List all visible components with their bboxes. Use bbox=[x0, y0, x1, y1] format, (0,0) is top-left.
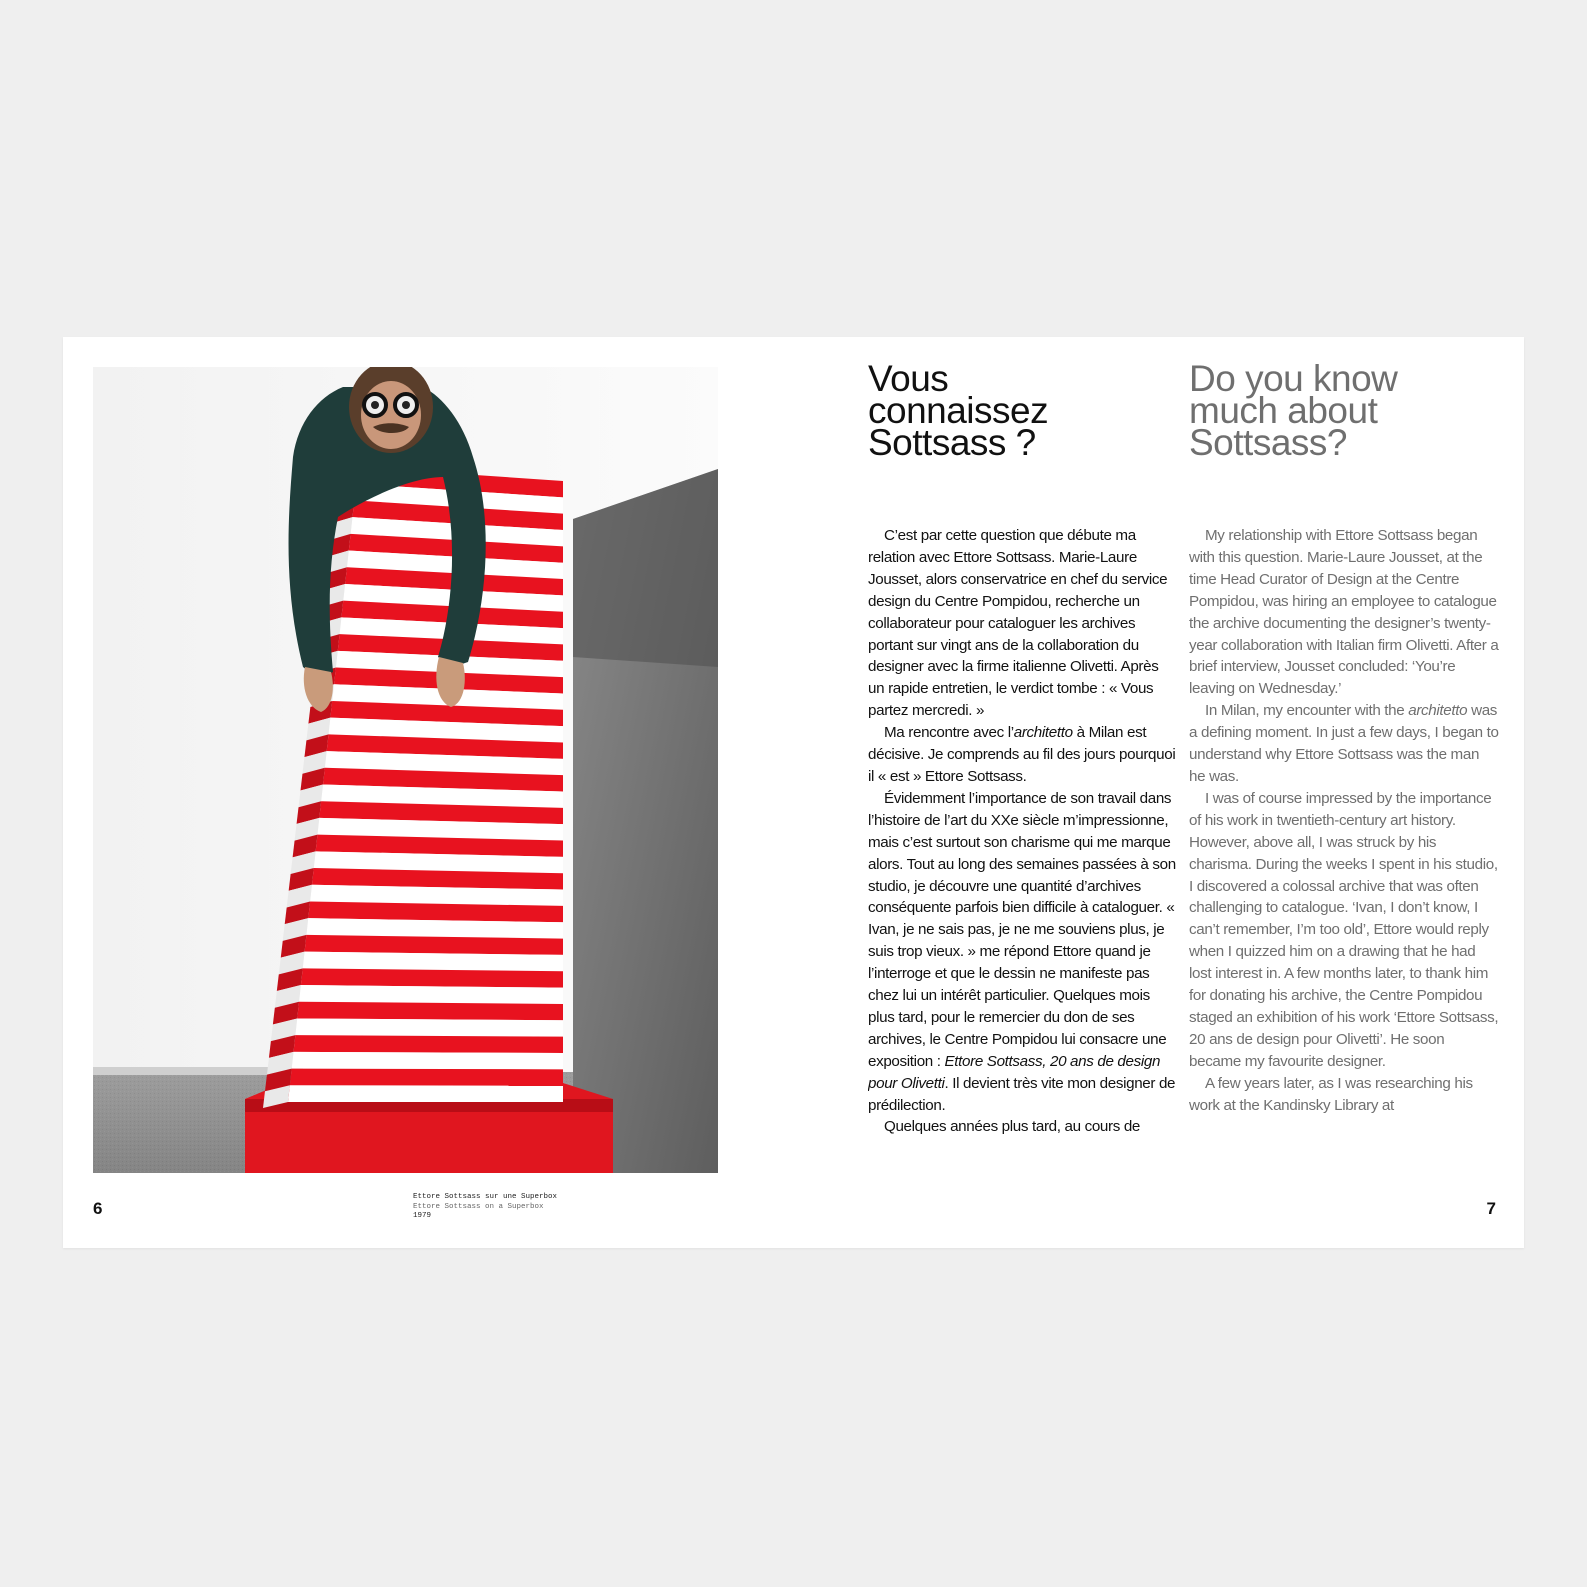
paragraph: C’est par cette question que débute ma relation avec Ettore Sottsass. Marie-Laure Jousset, alors conservatrice en chef du service design du Centre Pompidou, recherche un collaborateur pour cataloguer les archives portant sur vingt ans de la collaboration du designer avec la firme italienne Olivetti. Après un rapide entretien, le verdict tombe : « Vous partez mercredi. » bbox=[868, 527, 1168, 720]
title-english bbox=[1189, 358, 1398, 463]
paragraph: Évidemment l’importance de son travail dans l’histoire de l’art du XXe siècle m’impressionne, mais c’est surtout son charisme qui me marque alors. Tout au long des semaines passées à son studio, je découvre une quantité d’archives conséquente parfois bien difficile à cataloguer. « Ivan, je ne sais pas, je ne me souviens plus, je suis trop vieux. » me répond Ettore quand je l’interroge et que le dessin ne manifeste pas chez lui un intérêt particulier. Quelques mois plus tard, pour le remercier du don de ses archives, le Centre Pompidou lui consacre une exposition : Ettore Sottsass, 20 ans de design pour Olivetti. Il devient très vite mon designer de prédilection. bbox=[868, 789, 1176, 1114]
paragraph: I was of course impressed by the importance of his work in twentieth-century art history. However, above all, I was struck by his charisma. During the weeks I spent in his studio, I discovered a colossal archive that was often challenging to catalogue. ‘Ivan, I don’t know, I can’t remember, I’m too old’, Ettore would reply when I quizzed him on a drawing that he had lost interest in. A few months later, to thank him for donating his archive, the Centre Pompidou staged an exhibition of his work ‘Ettore Sottsass, 20 ans de design pour Olivetti’. He soon became my favourite designer. bbox=[1189, 789, 1499, 1070]
caption-year: 1979 bbox=[413, 1212, 432, 1220]
title-french-line: Sottsass ? bbox=[868, 422, 1036, 463]
title-french bbox=[868, 358, 1049, 463]
paragraph: In Milan, my encounter with the architetto was a defining moment. In just a few days, I began to understand why Ettore Sottsass was the man he was. bbox=[1189, 702, 1499, 785]
photo-caption bbox=[413, 1193, 557, 1222]
body-text-french bbox=[868, 525, 1178, 1179]
page-number-right: 7 bbox=[1486, 1199, 1496, 1218]
body-text-english bbox=[1189, 525, 1499, 1179]
title-english-line: much about bbox=[1189, 390, 1378, 431]
title-french-line: Vous bbox=[868, 358, 949, 399]
paragraph: My relationship with Ettore Sottsass began with this question. Marie-Laure Jousset, at the time Head Curator of Design at the Centre Pompidou, was hiring an employee to catalogue the archive documenting the designer’s twenty-year collaboration with Italian firm Olivetti. After a brief interview, Jousset concluded: ‘You’re leaving on Wednesday.’ bbox=[1189, 527, 1499, 698]
page-number-left: 6 bbox=[93, 1199, 103, 1218]
sottsass-superbox-photo bbox=[93, 367, 718, 1173]
paragraph: Quelques années plus tard, au cours de bbox=[884, 1118, 1141, 1136]
book-spread bbox=[63, 337, 1524, 1248]
title-english-line: Sottsass? bbox=[1189, 422, 1347, 463]
paragraph: Ma rencontre avec l’architetto à Milan est décisive. Je comprends au fil des jours pourquoi il « est » Ettore Sottsass. bbox=[868, 724, 1176, 785]
caption-english: Ettore Sottsass on a Superbox bbox=[413, 1202, 544, 1211]
title-french-line: connaissez bbox=[868, 390, 1049, 431]
paragraph: A few years later, as I was researching his work at the Kandinsky Library at bbox=[1189, 1074, 1473, 1114]
caption-french: Ettore Sottsass sur une Superbox bbox=[413, 1193, 558, 1201]
title-english-line: Do you know bbox=[1189, 358, 1398, 399]
